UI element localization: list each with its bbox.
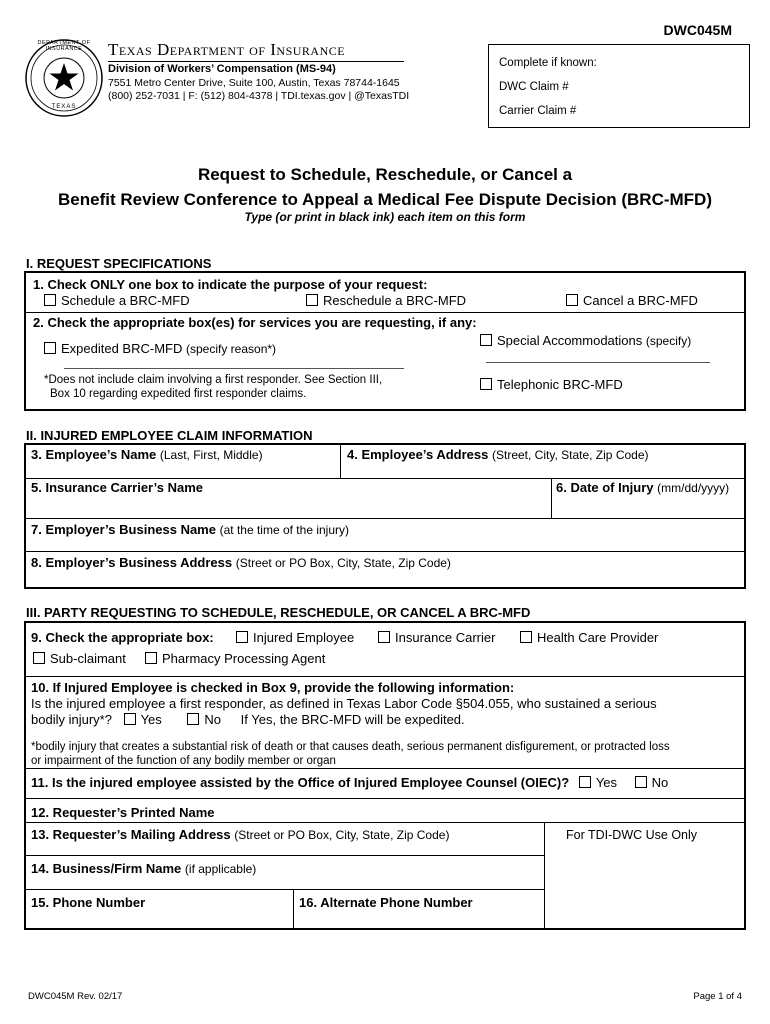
q9-label: 9. Check the appropriate box: xyxy=(31,630,214,645)
section2-row3-divider xyxy=(24,551,746,552)
f15-label: 15. Phone Number xyxy=(31,895,146,910)
q10-line2 xyxy=(31,712,465,727)
f6-spec: (mm/dd/yyyy) xyxy=(657,481,730,495)
f12-label: 12. Requester’s Printed Name xyxy=(31,805,215,820)
header-rule xyxy=(108,61,404,62)
dwc-claim-label[interactable]: DWC Claim # xyxy=(499,81,569,93)
opt-carrier-label: Insurance Carrier xyxy=(395,630,496,645)
f8-spec: (Street or PO Box, City, State, Zip Code) xyxy=(235,556,451,570)
seal-text-bottom: TEXAS xyxy=(51,104,77,110)
q10-question: bodily injury*? xyxy=(31,712,112,727)
q10-note2: or impairment of the function of any bodily member or organ xyxy=(31,755,336,767)
field-date-of-injury[interactable] xyxy=(556,480,729,495)
q11-yes[interactable] xyxy=(579,775,617,790)
opt-reschedule-label: Reschedule a BRC-MFD xyxy=(323,293,467,308)
section3-divider1 xyxy=(24,676,746,677)
field-employer-address[interactable] xyxy=(31,555,451,570)
f13-label: 13. Requester’s Mailing Address xyxy=(31,827,231,842)
f4-spec: (Street, City, State, Zip Code) xyxy=(492,448,649,462)
q10-label: 10. If Injured Employee is checked in Box 9, provide the following information: xyxy=(31,680,515,695)
field-requester-name[interactable] xyxy=(31,805,215,820)
pharmacy-checkbox[interactable] xyxy=(145,652,157,664)
q11-row xyxy=(31,775,668,790)
opt-subclaimant-label: Sub-claimant xyxy=(50,651,126,666)
section2-row1-divider xyxy=(24,478,746,479)
special-checkbox[interactable] xyxy=(480,334,492,346)
opt-telephonic[interactable] xyxy=(480,377,623,392)
q11-no-label: No xyxy=(651,775,669,790)
f4-label: 4. Employee’s Address xyxy=(347,447,489,462)
opt-insurance-carrier[interactable] xyxy=(378,630,495,645)
section2-row2-divider xyxy=(24,518,746,519)
section3-divider4 xyxy=(24,822,746,823)
q11-no-checkbox[interactable] xyxy=(635,776,647,788)
cancel-checkbox[interactable] xyxy=(566,294,578,306)
section1-heading: I. REQUEST SPECIFICATIONS xyxy=(26,256,212,271)
f16-label: 16. Alternate Phone Number xyxy=(299,895,473,910)
opt-expedited-spec: (specify reason*) xyxy=(186,342,277,356)
opt-expedited-label: Expedited BRC-MFD xyxy=(61,341,183,356)
expedited-note-line2: Box 10 regarding expedited first responder claims. xyxy=(50,388,307,400)
form-title-line2: Benefit Review Conference to Appeal a Medical Fee Dispute Decision (BRC-MFD) xyxy=(58,190,712,209)
opt-pharmacy[interactable] xyxy=(145,651,325,666)
schedule-checkbox[interactable] xyxy=(44,294,56,306)
telephonic-checkbox[interactable] xyxy=(480,378,492,390)
opt-cancel[interactable] xyxy=(566,293,698,308)
division-name: Division of Workers’ Compensation (MS-94) xyxy=(108,63,336,75)
field-employer-name[interactable] xyxy=(31,522,349,537)
opt-injured-employee[interactable] xyxy=(236,630,354,645)
q11-yes-label: Yes xyxy=(595,775,618,790)
q11-yes-checkbox[interactable] xyxy=(579,776,591,788)
form-title-line1: Request to Schedule, Reschedule, or Cancel a xyxy=(197,165,573,184)
section2-vdiv1 xyxy=(340,443,341,478)
claim-known-box xyxy=(488,44,750,128)
opt-reschedule[interactable] xyxy=(306,293,466,308)
expedited-checkbox[interactable] xyxy=(44,342,56,354)
opt-cancel-label: Cancel a BRC-MFD xyxy=(583,293,698,308)
q10-note1: *bodily injury that creates a substantial risk of death or that causes death, serious permanent disfigurement, or protracted loss xyxy=(31,741,670,753)
f6-label: 6. Date of Injury xyxy=(556,480,654,495)
agency-name: Texas Department of Insurance xyxy=(108,40,346,59)
subclaimant-checkbox[interactable] xyxy=(33,652,45,664)
section3-divider3 xyxy=(24,798,746,799)
opt-expedited[interactable] xyxy=(44,341,276,356)
expedited-reason-line[interactable] xyxy=(64,368,404,369)
f7-label: 7. Employer’s Business Name xyxy=(31,522,216,537)
expedited-note-line1: *Does not include claim involving a first responder. See Section III, xyxy=(44,374,383,386)
q10-no-label: No xyxy=(204,712,222,727)
opt-telephonic-label: Telephonic BRC-MFD xyxy=(497,377,623,392)
section2-heading: II. INJURED EMPLOYEE CLAIM INFORMATION xyxy=(26,428,313,443)
insurance-carrier-checkbox[interactable] xyxy=(378,631,390,643)
field-employee-name[interactable] xyxy=(31,447,263,462)
q1-label: 1. Check ONLY one box to indicate the purpose of your request: xyxy=(33,277,428,292)
q10-no-checkbox[interactable] xyxy=(187,713,199,725)
phone-divider xyxy=(293,889,294,930)
f7-spec: (at the time of the injury) xyxy=(219,523,349,537)
f8-label: 8. Employer’s Business Address xyxy=(31,555,233,570)
f14-spec: (if applicable) xyxy=(184,862,257,876)
footer-revision: DWC045M Rev. 02/17 xyxy=(28,991,123,1002)
footer-page: Page 1 of 4 xyxy=(693,991,742,1002)
opt-special-label: Special Accommodations xyxy=(497,333,643,348)
section3-divider2 xyxy=(24,768,746,769)
q11-no[interactable] xyxy=(635,775,669,790)
field-employee-address[interactable] xyxy=(347,447,649,462)
known-box-title: Complete if known: xyxy=(499,57,597,69)
opt-health-care-provider[interactable] xyxy=(520,630,658,645)
section2-vdiv2 xyxy=(551,478,552,518)
field-alt-phone[interactable] xyxy=(299,895,473,910)
office-use-divider xyxy=(544,822,545,930)
f3-spec: (Last, First, Middle) xyxy=(159,448,263,462)
f3-label: 3. Employee’s Name xyxy=(31,447,157,462)
field-business-name[interactable] xyxy=(31,861,256,876)
opt-special[interactable] xyxy=(480,333,691,348)
q2-label: 2. Check the appropriate box(es) for services you are requesting, if any: xyxy=(33,315,477,330)
injured-employee-checkbox[interactable] xyxy=(236,631,248,643)
section3-heading: III. PARTY REQUESTING TO SCHEDULE, RESCHEDULE, OR CANCEL A BRC-MFD xyxy=(26,605,531,620)
section3-divider6 xyxy=(24,889,544,890)
opt-injured-label: Injured Employee xyxy=(253,630,355,645)
carrier-claim-label[interactable]: Carrier Claim # xyxy=(499,105,577,117)
agency-contact: (800) 252-7031 | F: (512) 804-4378 | TDI.texas.gov | @TexasTDI xyxy=(108,90,410,102)
form-code: DWC045M xyxy=(663,22,732,38)
field-phone[interactable] xyxy=(31,895,145,910)
field-requester-address[interactable] xyxy=(31,827,449,842)
hcp-checkbox[interactable] xyxy=(520,631,532,643)
q11-label: 11. Is the injured employee assisted by the Office of Injured Employee Counsel (OIEC)? xyxy=(31,775,570,790)
opt-pharmacy-label: Pharmacy Processing Agent xyxy=(162,651,326,666)
q10-yes[interactable] xyxy=(124,712,162,727)
opt-schedule-label: Schedule a BRC-MFD xyxy=(61,293,190,308)
q10-yes-checkbox[interactable] xyxy=(124,713,136,725)
q10-expedite-note: If Yes, the BRC-MFD will be expedited. xyxy=(240,712,465,727)
section3-divider5 xyxy=(24,855,544,856)
q10-line1: Is the injured employee a first responder, as defined in Texas Labor Code §504.055, who sustained a serious xyxy=(31,696,657,711)
agency-address: 7551 Metro Center Drive, Suite 100, Austin, Texas 78744-1645 xyxy=(108,77,400,89)
reschedule-checkbox[interactable] xyxy=(306,294,318,306)
opt-subclaimant[interactable] xyxy=(33,651,126,666)
field-insurance-carrier[interactable] xyxy=(31,480,203,495)
special-spec-line[interactable] xyxy=(486,362,710,363)
opt-schedule[interactable] xyxy=(44,293,190,308)
opt-special-spec: (specify) xyxy=(645,334,692,348)
q10-yes-label: Yes xyxy=(140,712,162,727)
q10-no[interactable] xyxy=(187,712,221,727)
f14-label: 14. Business/Firm Name xyxy=(31,861,182,876)
form-instruction: Type (or print in black ink) each item on this form xyxy=(244,210,526,224)
section1-divider xyxy=(24,312,746,313)
f5-label: 5. Insurance Carrier’s Name xyxy=(31,480,203,495)
seal-text-top: DEPARTMENT OF INSURANCE xyxy=(37,40,91,52)
f13-spec: (Street or PO Box, City, State, Zip Code) xyxy=(234,828,450,842)
opt-hcp-label: Health Care Provider xyxy=(537,630,659,645)
office-use-label: For TDI-DWC Use Only xyxy=(566,828,698,842)
tdi-seal xyxy=(24,38,104,118)
